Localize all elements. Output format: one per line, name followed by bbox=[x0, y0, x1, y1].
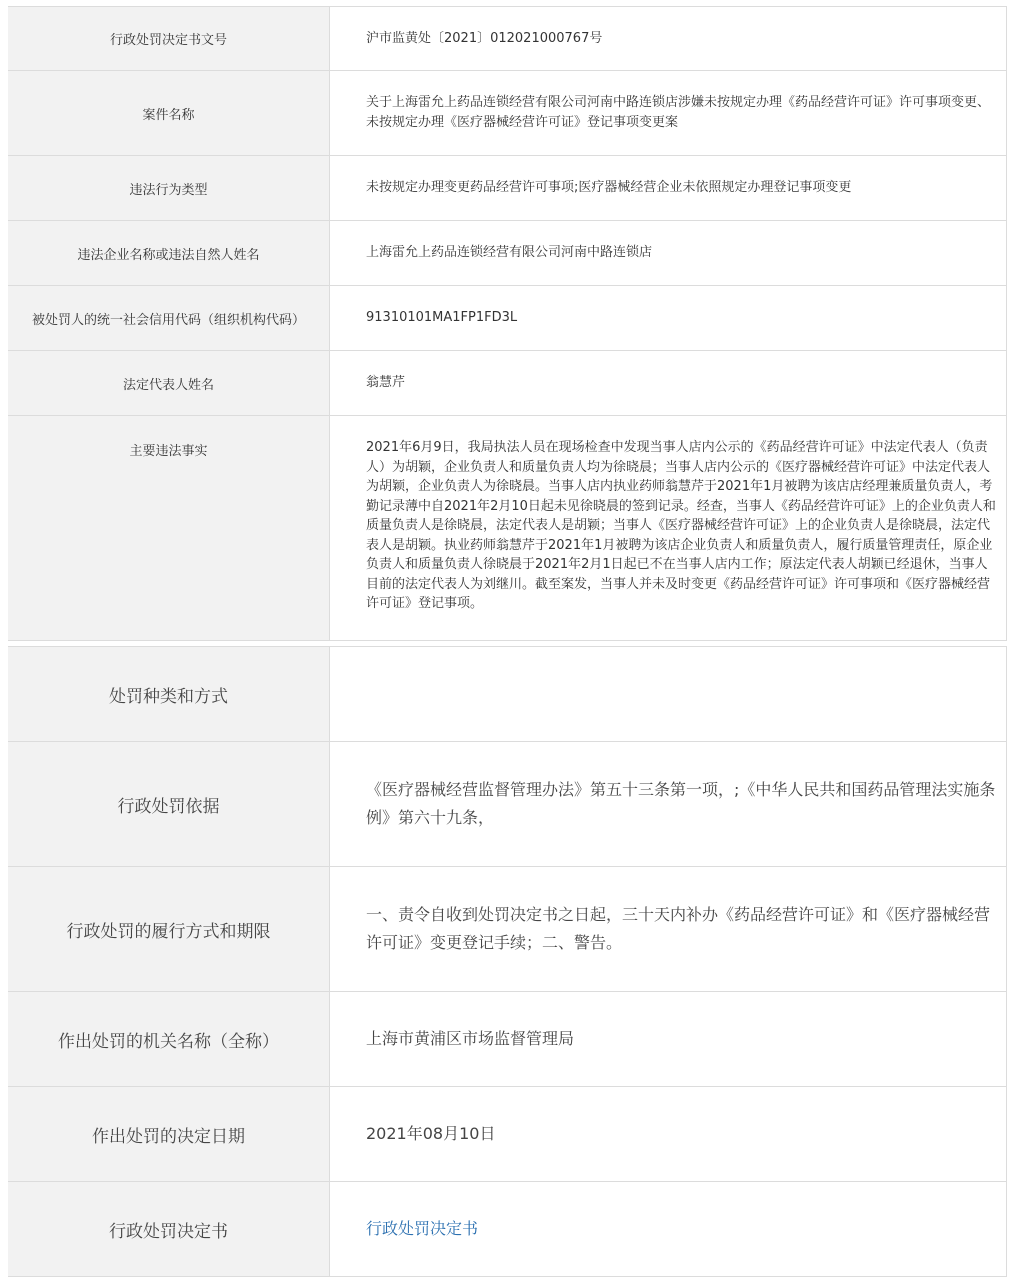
row-authority bbox=[8, 992, 1007, 1087]
decision-document-link[interactable]: 行政处罚决定书 bbox=[366, 1219, 479, 1238]
row-decision-date bbox=[8, 1087, 1007, 1182]
label-penalty-type: 处罚种类和方式 bbox=[8, 647, 330, 741]
row-legal-representative bbox=[8, 351, 1007, 416]
value-decision-date: 2021年08月10日 bbox=[330, 1087, 1007, 1181]
label-decision-date: 作出处罚的决定日期 bbox=[8, 1087, 330, 1181]
penalty-info-table bbox=[8, 6, 1007, 1277]
row-decision-number bbox=[8, 6, 1007, 71]
value-fulfillment: 一、责令自收到处罚决定书之日起，三十天内补办《药品经营许可证》和《医疗器械经营许可证》变更登记手续；二、警告。 bbox=[330, 867, 1007, 991]
row-main-facts bbox=[8, 416, 1007, 641]
label-legal-representative: 法定代表人姓名 bbox=[8, 351, 330, 415]
label-decision-number: 行政处罚决定书文号 bbox=[8, 7, 330, 70]
row-fulfillment bbox=[8, 867, 1007, 992]
value-violation-type: 未按规定办理变更药品经营许可事项;医疗器械经营企业未依照规定办理登记事项变更 bbox=[330, 156, 1007, 220]
label-penalty-basis: 行政处罚依据 bbox=[8, 742, 330, 866]
row-credit-code bbox=[8, 286, 1007, 351]
row-violator-name bbox=[8, 221, 1007, 286]
label-decision-document: 行政处罚决定书 bbox=[8, 1182, 330, 1276]
label-fulfillment: 行政处罚的履行方式和期限 bbox=[8, 867, 330, 991]
label-authority: 作出处罚的机关名称（全称） bbox=[8, 992, 330, 1086]
value-penalty-basis: 《医疗器械经营监督管理办法》第五十三条第一项，;《中华人民共和国药品管理法实施条例》第六十九条， bbox=[330, 742, 1007, 866]
row-violation-type bbox=[8, 156, 1007, 221]
row-case-name bbox=[8, 71, 1007, 156]
value-penalty-type bbox=[330, 647, 1007, 741]
row-decision-document bbox=[8, 1182, 1007, 1277]
value-legal-representative: 翁慧芹 bbox=[330, 351, 1007, 415]
label-violation-type: 违法行为类型 bbox=[8, 156, 330, 220]
value-case-name: 关于上海雷允上药品连锁经营有限公司河南中路连锁店涉嫌未按规定办理《药品经营许可证》许可事项变更、未按规定办理《医疗器械经营许可证》登记事项变更案 bbox=[330, 71, 1007, 155]
label-main-facts: 主要违法事实 bbox=[8, 416, 330, 640]
row-penalty-type bbox=[8, 647, 1007, 742]
value-credit-code: 91310101MA1FP1FD3L bbox=[330, 286, 1007, 350]
value-decision-document-cell bbox=[330, 1182, 1007, 1276]
value-authority: 上海市黄浦区市场监督管理局 bbox=[330, 992, 1007, 1086]
value-main-facts: 2021年6月9日，我局执法人员在现场检查中发现当事人店内公示的《药品经营许可证》中法定代表人（负责人）为胡颖，企业负责人和质量负责人均为徐晓晨；当事人店内公示的《医疗器械经营许可证》中法定代表人为胡颖，企业负责人为徐晓晨。当事人店内执业药师翁慧芹于2021年1月被聘为该店店经理兼质量负责人，考勤记录薄中自2021年2月10日起未见徐晓晨的签到记录。经查，当事人《药品经营许可证》上的企业负责人和质量负责人是徐晓晨，法定代表人是胡颖；当事人《医疗器械经营许可证》上的企业负责人是徐晓晨，法定代表人是胡颖。执业药师翁慧芹于2021年1月被聘为该店企业负责人和质量负责人，履行质量管理责任，原企业负责人和质量负责人徐晓晨于2021年2月1日起已不在当事人店内工作；原法定代表人胡颖已经退休，当事人目前的法定代表人为刘继川。截至案发，当事人并未及时变更《药品经营许可证》许可事项和《医疗器械经营许可证》登记事项。 bbox=[330, 416, 1007, 640]
label-credit-code: 被处罚人的统一社会信用代码（组织机构代码） bbox=[8, 286, 330, 350]
value-decision-number: 沪市监黄处〔2021〕012021000767号 bbox=[330, 7, 1007, 70]
label-case-name: 案件名称 bbox=[8, 71, 330, 155]
row-penalty-basis bbox=[8, 742, 1007, 867]
label-violator-name: 违法企业名称或违法自然人姓名 bbox=[8, 221, 330, 285]
value-violator-name: 上海雷允上药品连锁经营有限公司河南中路连锁店 bbox=[330, 221, 1007, 285]
